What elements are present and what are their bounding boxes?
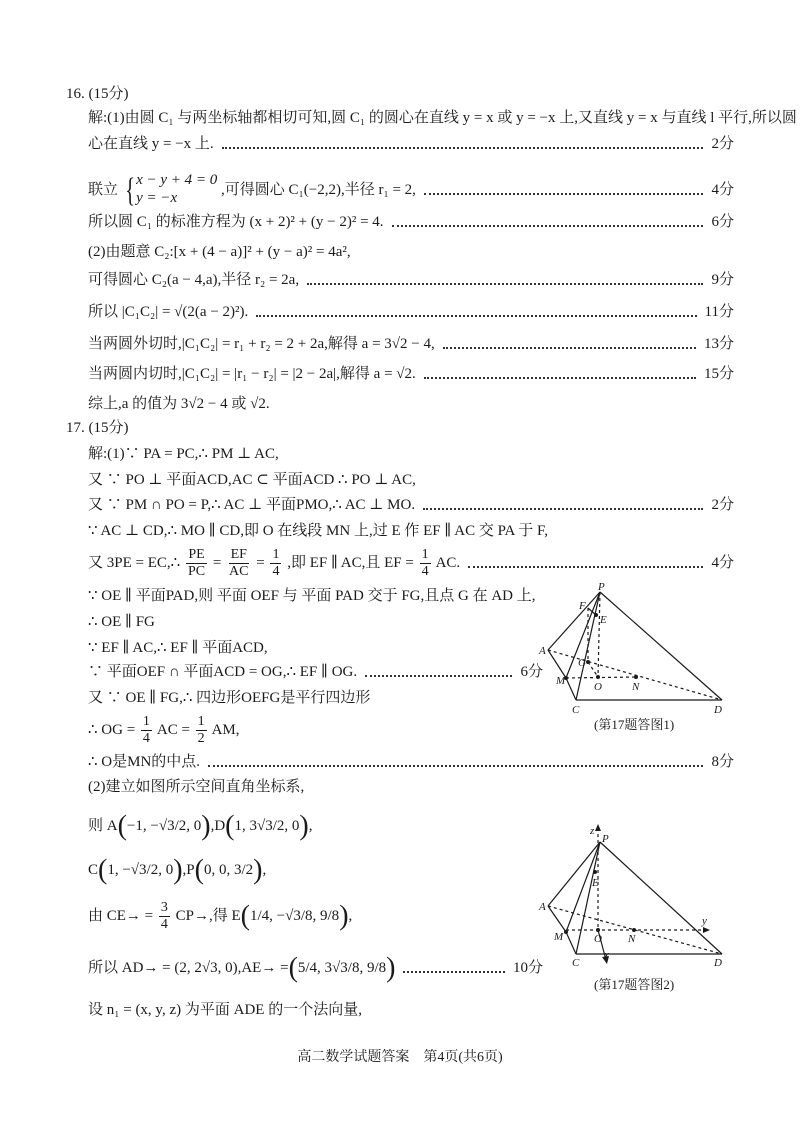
paren-open: ( bbox=[240, 900, 250, 932]
paren-open: ( bbox=[288, 952, 298, 984]
score-6: 6分 bbox=[520, 664, 543, 680]
q17-line-12 bbox=[88, 752, 734, 772]
q16-heading: 16. (15分) bbox=[66, 86, 129, 102]
leader-dots bbox=[423, 508, 703, 510]
segment-po bbox=[598, 592, 600, 677]
frac-den: 4 bbox=[160, 917, 168, 933]
fraction-one-quarter bbox=[270, 547, 281, 580]
q17-l16-pre: 由 CE→ = bbox=[88, 908, 154, 924]
q17-heading: 17. (15分) bbox=[66, 420, 129, 436]
label-e: E bbox=[592, 877, 599, 889]
q17-line-5 bbox=[88, 545, 734, 581]
point-d-label: ,D bbox=[210, 818, 226, 834]
frac-num: 1 bbox=[142, 714, 150, 730]
paren-close: ) bbox=[299, 810, 309, 842]
label-c: C bbox=[572, 957, 580, 969]
label-n: N bbox=[628, 933, 636, 945]
label-a: A bbox=[539, 901, 546, 913]
leader-dots bbox=[222, 147, 704, 149]
score-6: 6分 bbox=[711, 214, 734, 230]
point-o bbox=[596, 675, 600, 679]
label-f: F bbox=[579, 600, 586, 612]
q16-line-7-text: 所以 |C₁C₂| = √(2(a − 2)²). bbox=[88, 304, 249, 320]
leader-dots bbox=[365, 675, 512, 677]
page-footer: 高二数学试题答案 第4页(共6页) bbox=[297, 1050, 503, 1065]
frac-den: 4 bbox=[421, 564, 429, 580]
equals-sign: = bbox=[212, 555, 226, 571]
q17-line-12-text: ∴ O是MN的中点. bbox=[88, 754, 201, 770]
score-11: 11分 bbox=[704, 304, 734, 320]
paren-close: ) bbox=[386, 952, 396, 984]
q17-line-3 bbox=[88, 495, 734, 515]
y-arrow-icon bbox=[703, 927, 710, 933]
q16-line-9 bbox=[88, 364, 734, 384]
point-a-label: 则 A bbox=[88, 818, 118, 834]
label-p: P bbox=[602, 833, 609, 845]
edge-pa bbox=[548, 842, 600, 906]
q17-line-4: ∵ AC ⊥ CD,∴ MO ∥ CD,即 O 在线段 MN 上,过 E 作 EF ∥ AC 交 PA 于 F, bbox=[88, 523, 548, 539]
edge-mc bbox=[566, 932, 576, 954]
q17-l5-pre: 又 3PE = EC,∴ bbox=[88, 555, 181, 571]
q17-l5-post: AC. bbox=[435, 555, 461, 571]
score-15: 15分 bbox=[703, 366, 734, 382]
q16-line-2-text: 心在直线 y = −x 上. bbox=[88, 136, 214, 152]
score-2: 2分 bbox=[711, 497, 734, 513]
figure-1-pyramid bbox=[536, 580, 732, 720]
q17-line-17-text bbox=[88, 950, 395, 986]
point-e-coords: 1/4, −√3/8, 9/8 bbox=[249, 908, 340, 924]
brace-icon: { bbox=[125, 171, 135, 209]
edge-pa bbox=[548, 592, 600, 650]
z-arrow-icon bbox=[595, 824, 601, 831]
figure-2-caption: (第17题答图2) bbox=[594, 977, 675, 992]
paren-close: ) bbox=[201, 810, 211, 842]
point-e bbox=[593, 870, 597, 874]
label-c: C bbox=[572, 704, 580, 716]
leader-dots bbox=[424, 377, 696, 379]
vector-ad-ae: 所以 AD→ = (2, 2√3, 0),AE→ = bbox=[88, 960, 289, 976]
q17-line-10: 又 ∵ OE ∥ FG,∴ 四边形OEFG是平行四边形 bbox=[88, 690, 371, 706]
q17-line-13: (2)建立如图所示空间直角坐标系, bbox=[88, 779, 305, 795]
fraction-ef-ac bbox=[227, 547, 250, 580]
q17-line-16: 由 CE→ = $\frac{3}{4}$ CP→,得 E(1/4, −√3/8, 9/8), bbox=[88, 900, 353, 933]
q17-l16-mid: CP→,得 E bbox=[175, 908, 241, 924]
point-e bbox=[594, 613, 598, 617]
label-o: O bbox=[594, 681, 602, 693]
fraction-one-half bbox=[196, 714, 207, 747]
edge-pd bbox=[600, 842, 722, 954]
paren-open: ( bbox=[194, 854, 204, 886]
q17-line-9 bbox=[88, 662, 543, 682]
q16-line-3 bbox=[88, 170, 734, 211]
q17-line-7: ∴ OE ∥ FG bbox=[88, 614, 155, 630]
label-d: D bbox=[714, 704, 722, 716]
fraction-three-quarters bbox=[159, 900, 170, 933]
label-m: M bbox=[556, 675, 566, 687]
q16-line-5: (2)由题意 C₂:[x + (4 − a)]² + (y − a)² = 4a², bbox=[88, 244, 351, 260]
label-o: O bbox=[594, 933, 602, 945]
frac-num: PE bbox=[188, 547, 205, 563]
q16-line-1: 解:(1)由圆 C₁ 与两坐标轴都相切可知,圆 C₁ 的圆心在直线 y = x 或 y = −x 上,又直线 y = x 与直线 l 平行,所以圆 bbox=[88, 110, 797, 126]
point-c-coords: 1, −√3/2, 0 bbox=[107, 862, 174, 878]
q16-line-3-text bbox=[88, 170, 416, 211]
q16-line-6-text: 可得圆心 C₂(a − 4,a),半径 r₂ = 2a, bbox=[88, 272, 300, 288]
q17-line-11 bbox=[88, 712, 240, 748]
paren-close: ) bbox=[253, 854, 263, 886]
equation-1: x − y + 4 = 0 bbox=[136, 171, 218, 188]
label-d: D bbox=[714, 957, 722, 969]
q17-line-15: C(1, −√3/2, 0),P(0, 0, 3/2), bbox=[88, 854, 267, 886]
q16-center-c1: ,可得圆心 C₁(−2,2),半径 r₁ = 2, bbox=[221, 182, 416, 198]
fraction-one-quarter bbox=[420, 547, 431, 580]
q17-l11-mid: AC = bbox=[156, 722, 190, 738]
equals-sign: = bbox=[256, 555, 269, 571]
equation-2: y = −x bbox=[136, 189, 178, 206]
frac-num: 1 bbox=[197, 714, 205, 730]
q17-line-3-text: 又 ∵ PM ∩ PO = P,∴ AC ⊥ 平面PMO,∴ AC ⊥ MO. bbox=[88, 497, 416, 513]
point-o bbox=[596, 928, 600, 932]
label-a: A bbox=[539, 645, 546, 657]
label-z: z bbox=[590, 825, 595, 837]
q17-line-18: 设 n₁ = (x, y, z) 为平面 ADE 的一个法向量, bbox=[88, 1002, 362, 1018]
q17-l5-mid: ,即 EF ∥ AC,且 EF = bbox=[287, 555, 414, 571]
fraction-one-quarter bbox=[141, 714, 152, 747]
score-8: 8分 bbox=[711, 754, 734, 770]
point-d-coords: 1, 3√3/2, 0 bbox=[234, 818, 300, 834]
q17-line-5-text bbox=[88, 545, 460, 581]
paren-open: ( bbox=[225, 810, 235, 842]
label-x: x bbox=[604, 949, 609, 961]
q17-l11-post: AM, bbox=[211, 722, 240, 738]
q16-line-2 bbox=[88, 134, 734, 154]
label-g: G bbox=[578, 657, 586, 669]
score-10: 10分 bbox=[512, 960, 543, 976]
q16-line-7 bbox=[88, 302, 734, 322]
edge-am bbox=[548, 650, 566, 678]
edge-am bbox=[548, 906, 566, 932]
score-9: 9分 bbox=[711, 272, 734, 288]
point-p-label: ,P bbox=[182, 862, 195, 878]
label-m: M bbox=[554, 931, 564, 943]
frac-num: EF bbox=[230, 547, 247, 563]
frac-num: 1 bbox=[421, 547, 429, 563]
frac-den: AC bbox=[229, 564, 249, 580]
leader-dots bbox=[256, 315, 696, 317]
q16-line-8-text: 当两圆外切时,|C₁C₂| = r₁ + r₂ = 2 + 2a,解得 a = 3√2 − 4, bbox=[88, 336, 435, 352]
figure-1-caption: (第17题答图1) bbox=[594, 717, 675, 732]
q17-l11-pre: ∴ OG = bbox=[88, 722, 136, 738]
q16-line-10: 综上,a 的值为 3√2 − 4 或 √2. bbox=[88, 396, 270, 412]
leader-dots bbox=[403, 971, 505, 973]
label-y: y bbox=[702, 915, 707, 927]
q17-line-9-text: ∵ 平面OEF ∩ 平面ACD = OG,∴ EF ∥ OG. bbox=[88, 664, 358, 680]
equation-system bbox=[122, 171, 218, 211]
q17-line-1: 解:(1)∵ PA = PC,∴ PM ⊥ AC, bbox=[88, 446, 279, 462]
leader-dots bbox=[424, 193, 704, 195]
label-n: N bbox=[632, 681, 640, 693]
paren-close: ) bbox=[339, 900, 349, 932]
score-4: 4分 bbox=[711, 182, 734, 199]
point-n bbox=[634, 675, 638, 679]
q16-line-4 bbox=[88, 212, 734, 232]
leader-dots bbox=[208, 765, 703, 767]
fraction-pe-pc bbox=[186, 547, 207, 580]
leader-dots bbox=[307, 283, 703, 285]
q16-lianli: 联立 bbox=[88, 182, 119, 198]
label-e: E bbox=[600, 614, 607, 626]
edge-mc bbox=[566, 678, 576, 700]
point-n bbox=[632, 928, 636, 932]
paren-open: ( bbox=[98, 854, 108, 886]
frac-den: 2 bbox=[197, 731, 205, 747]
point-p-coords: 0, 0, 3/2 bbox=[203, 862, 254, 878]
paren-open: ( bbox=[117, 810, 127, 842]
q17-line-14: 则 A(−1, −√3/2, 0),D(1, 3√3/2, 0), bbox=[88, 810, 313, 842]
score-13: 13分 bbox=[703, 336, 734, 352]
q17-line-2: 又 ∵ PO ⊥ 平面ACD,AC ⊂ 平面ACD ∴ PO ⊥ AC, bbox=[88, 472, 416, 488]
frac-den: PC bbox=[187, 564, 206, 580]
leader-dots bbox=[468, 566, 703, 568]
point-g bbox=[586, 660, 590, 664]
paren-close: ) bbox=[173, 854, 183, 886]
frac-den: 4 bbox=[142, 731, 150, 747]
q16-line-6 bbox=[88, 270, 734, 290]
q16-line-9-text: 当两圆内切时,|C₁C₂| = |r₁ − r₂| = |2 − 2a|,解得 a = √2. bbox=[88, 366, 416, 382]
score-2: 2分 bbox=[711, 136, 734, 152]
point-a-coords: −1, −√3/2, 0 bbox=[126, 818, 202, 834]
score-4: 4分 bbox=[711, 555, 734, 571]
edge-pd bbox=[600, 592, 722, 700]
frac-den: 4 bbox=[272, 564, 280, 580]
q17-line-8: ∵ EF ∥ AC,∴ EF ∥ 平面ACD, bbox=[88, 640, 268, 656]
figure-2-coordinate-pyramid bbox=[536, 822, 736, 970]
frac-num: 3 bbox=[160, 900, 168, 916]
point-c-label: C bbox=[88, 862, 99, 878]
vector-ae-coords: 5/4, 3√3/8, 9/8 bbox=[297, 960, 387, 976]
q17-line-17 bbox=[88, 950, 543, 986]
leader-dots bbox=[443, 347, 696, 349]
q16-line-8 bbox=[88, 334, 734, 354]
frac-num: 1 bbox=[272, 547, 280, 563]
label-p: P bbox=[598, 581, 605, 593]
leader-dots bbox=[392, 225, 704, 227]
q17-line-6: ∵ OE ∥ 平面PAD,则 平面 OEF 与 平面 PAD 交于 FG,且点 G 在 AD 上, bbox=[88, 588, 536, 604]
segment-mn bbox=[566, 677, 636, 678]
point-m bbox=[564, 930, 568, 934]
q16-line-4-text: 所以圆 C₁ 的标准方程为 (x + 2)² + (y − 2)² = 4. bbox=[88, 214, 384, 230]
